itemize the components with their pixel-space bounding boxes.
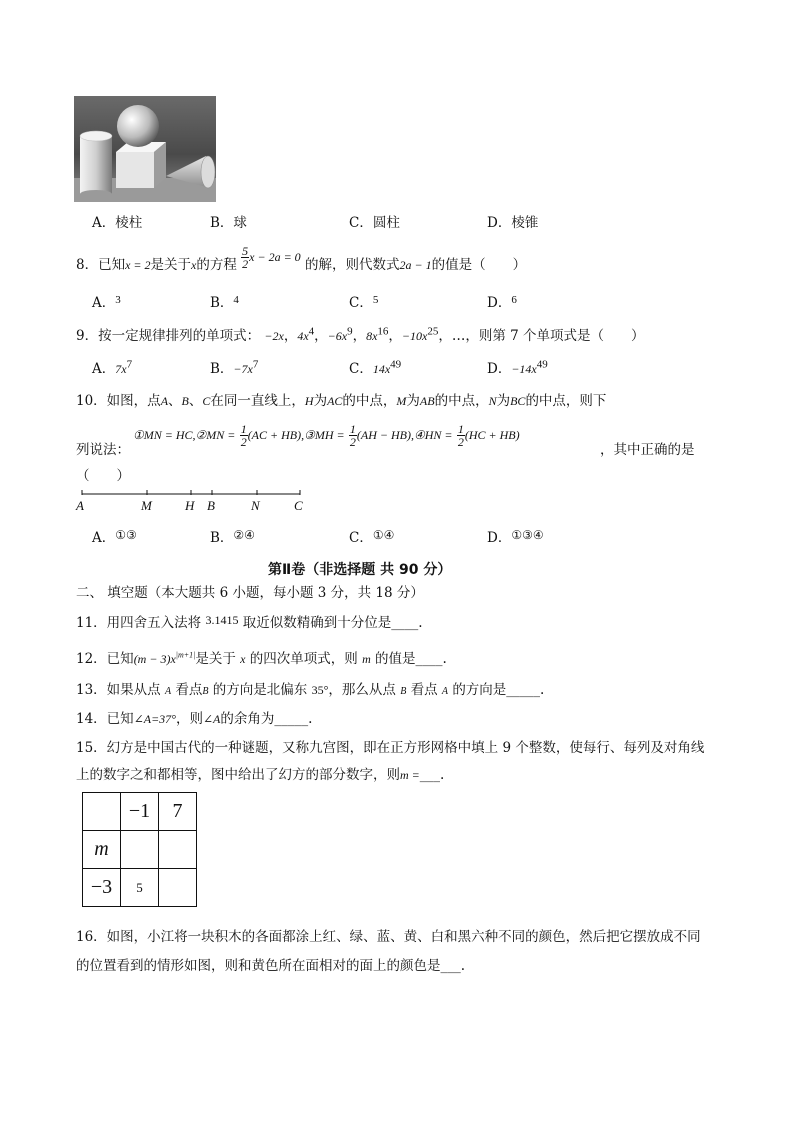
q8-option-a: A．$^3$ [92,294,121,311]
magic-square-cell: m [83,831,121,869]
question-11: 11．用四舍五入法将 3.1415 取近似数精确到十分位是____. [76,613,423,631]
point-label-a: A [76,498,84,513]
question-10-line-1: 10．如图，点A、B、C在同一直线上，H为AC的中点，M为AB的中点，N为BC的中点，则下 [76,393,607,409]
q10-option-d: D．①③④ [487,528,544,546]
q7-option-d: D．棱锥 [487,215,539,231]
q9-option-a: A．$7x^7$ [92,358,133,377]
point-label-n: N [251,498,260,513]
question-14: 14．已知∠A=37°，则∠A的余角为_____. [76,711,313,727]
point-label-m: M [141,498,152,513]
question-8: 8．已知x = 2是关于x的方程 $\frac{5}{2}$ x − 2a = 0 的解，则代数式2a − 1的值是（ ） [76,244,527,273]
magic-square-cell [159,869,197,907]
question-16-line-1: 16．如图，小江将一块积木的各面都涂上红、绿、蓝、黄、白和黑六种不同的颜色，然后把它摆放成不同 [76,929,701,945]
q10-option-b: B．②④ [210,528,255,546]
question-10-statements: ①MN = HC,②MN = $\frac{1}{2}$ (AC + HB),③MH = $\frac{1}{2}$ (AH − HB),④HN = $\frac{1}{2}$ (HC + HB) [133,422,520,449]
point-label-c: C [294,498,303,513]
question-12: 12．已知$(m - 3)x^{|m+1|}$是关于 x 的四次单项式，则 m 的值是____. [76,650,447,667]
magic-square-cell: −1 [121,793,159,831]
magic-square-cell [159,831,197,869]
q10-option-a: A．①③ [92,528,137,546]
q9-option-c: C．$14x^{49}$ [349,358,402,377]
question-9: 9．按一定规律排列的单项式： −2x，$4x^4$，$-6x^9$，$8x^{16}$，$-10x^{25}$，…，则第 7 个单项式是（ ） [76,325,645,344]
magic-square-cell: −3 [83,869,121,907]
q7-option-a: A．棱柱 [92,215,143,231]
q8-option-d: D．$^6$ [487,294,517,311]
question-10-paren: （ ） [76,468,130,484]
point-label-h: H [185,498,195,513]
question-10-tail: ，其中正确的是 [600,442,695,458]
question-10-line-2: 列说法： [76,442,130,458]
q9-option-d: D．$-14x^{49}$ [487,358,548,377]
q7-option-b: B．球 [210,215,247,231]
question-13: 13．如果从点 A 看点B 的方向是北偏东 35°，那么从点 B 看点 A 的方向是_____. [76,682,545,698]
q9-option-b: B．$-7x^7$ [210,358,259,377]
q7-option-c: C．圆柱 [349,215,400,231]
point-label-b: B [207,498,215,513]
section-heading: 二、 填空题（本大题共 6 小题，每小题 3 分，共 18 分） [76,585,424,601]
magic-square-cell [83,793,121,831]
question-15-line-2: 上的数字之和都相等，图中给出了幻方的部分数字，则m =___. [76,767,445,783]
solids-photo [74,96,216,202]
segment-diagram [74,488,314,514]
q8-option-b: B．$^4$ [210,294,239,311]
q10-option-c: C．①④ [349,528,395,546]
magic-square-cell [121,831,159,869]
section-title: 第Ⅱ卷（非选择题 共 90 分） [268,562,452,578]
magic-square [82,792,197,907]
q8-option-c: C．$^5$ [349,294,379,311]
question-16-line-2: 的位置看到的情形如图，则和黄色所在面相对的面上的颜色是___. [76,958,466,974]
question-15-line-1: 15．幻方是中国古代的一种谜题，又称九宫图，即在正方形网格中填上 9 个整数，使每行、每列及对角线 [76,740,705,756]
magic-square-cell: 7 [159,793,197,831]
magic-square-cell: 5 [121,869,159,907]
